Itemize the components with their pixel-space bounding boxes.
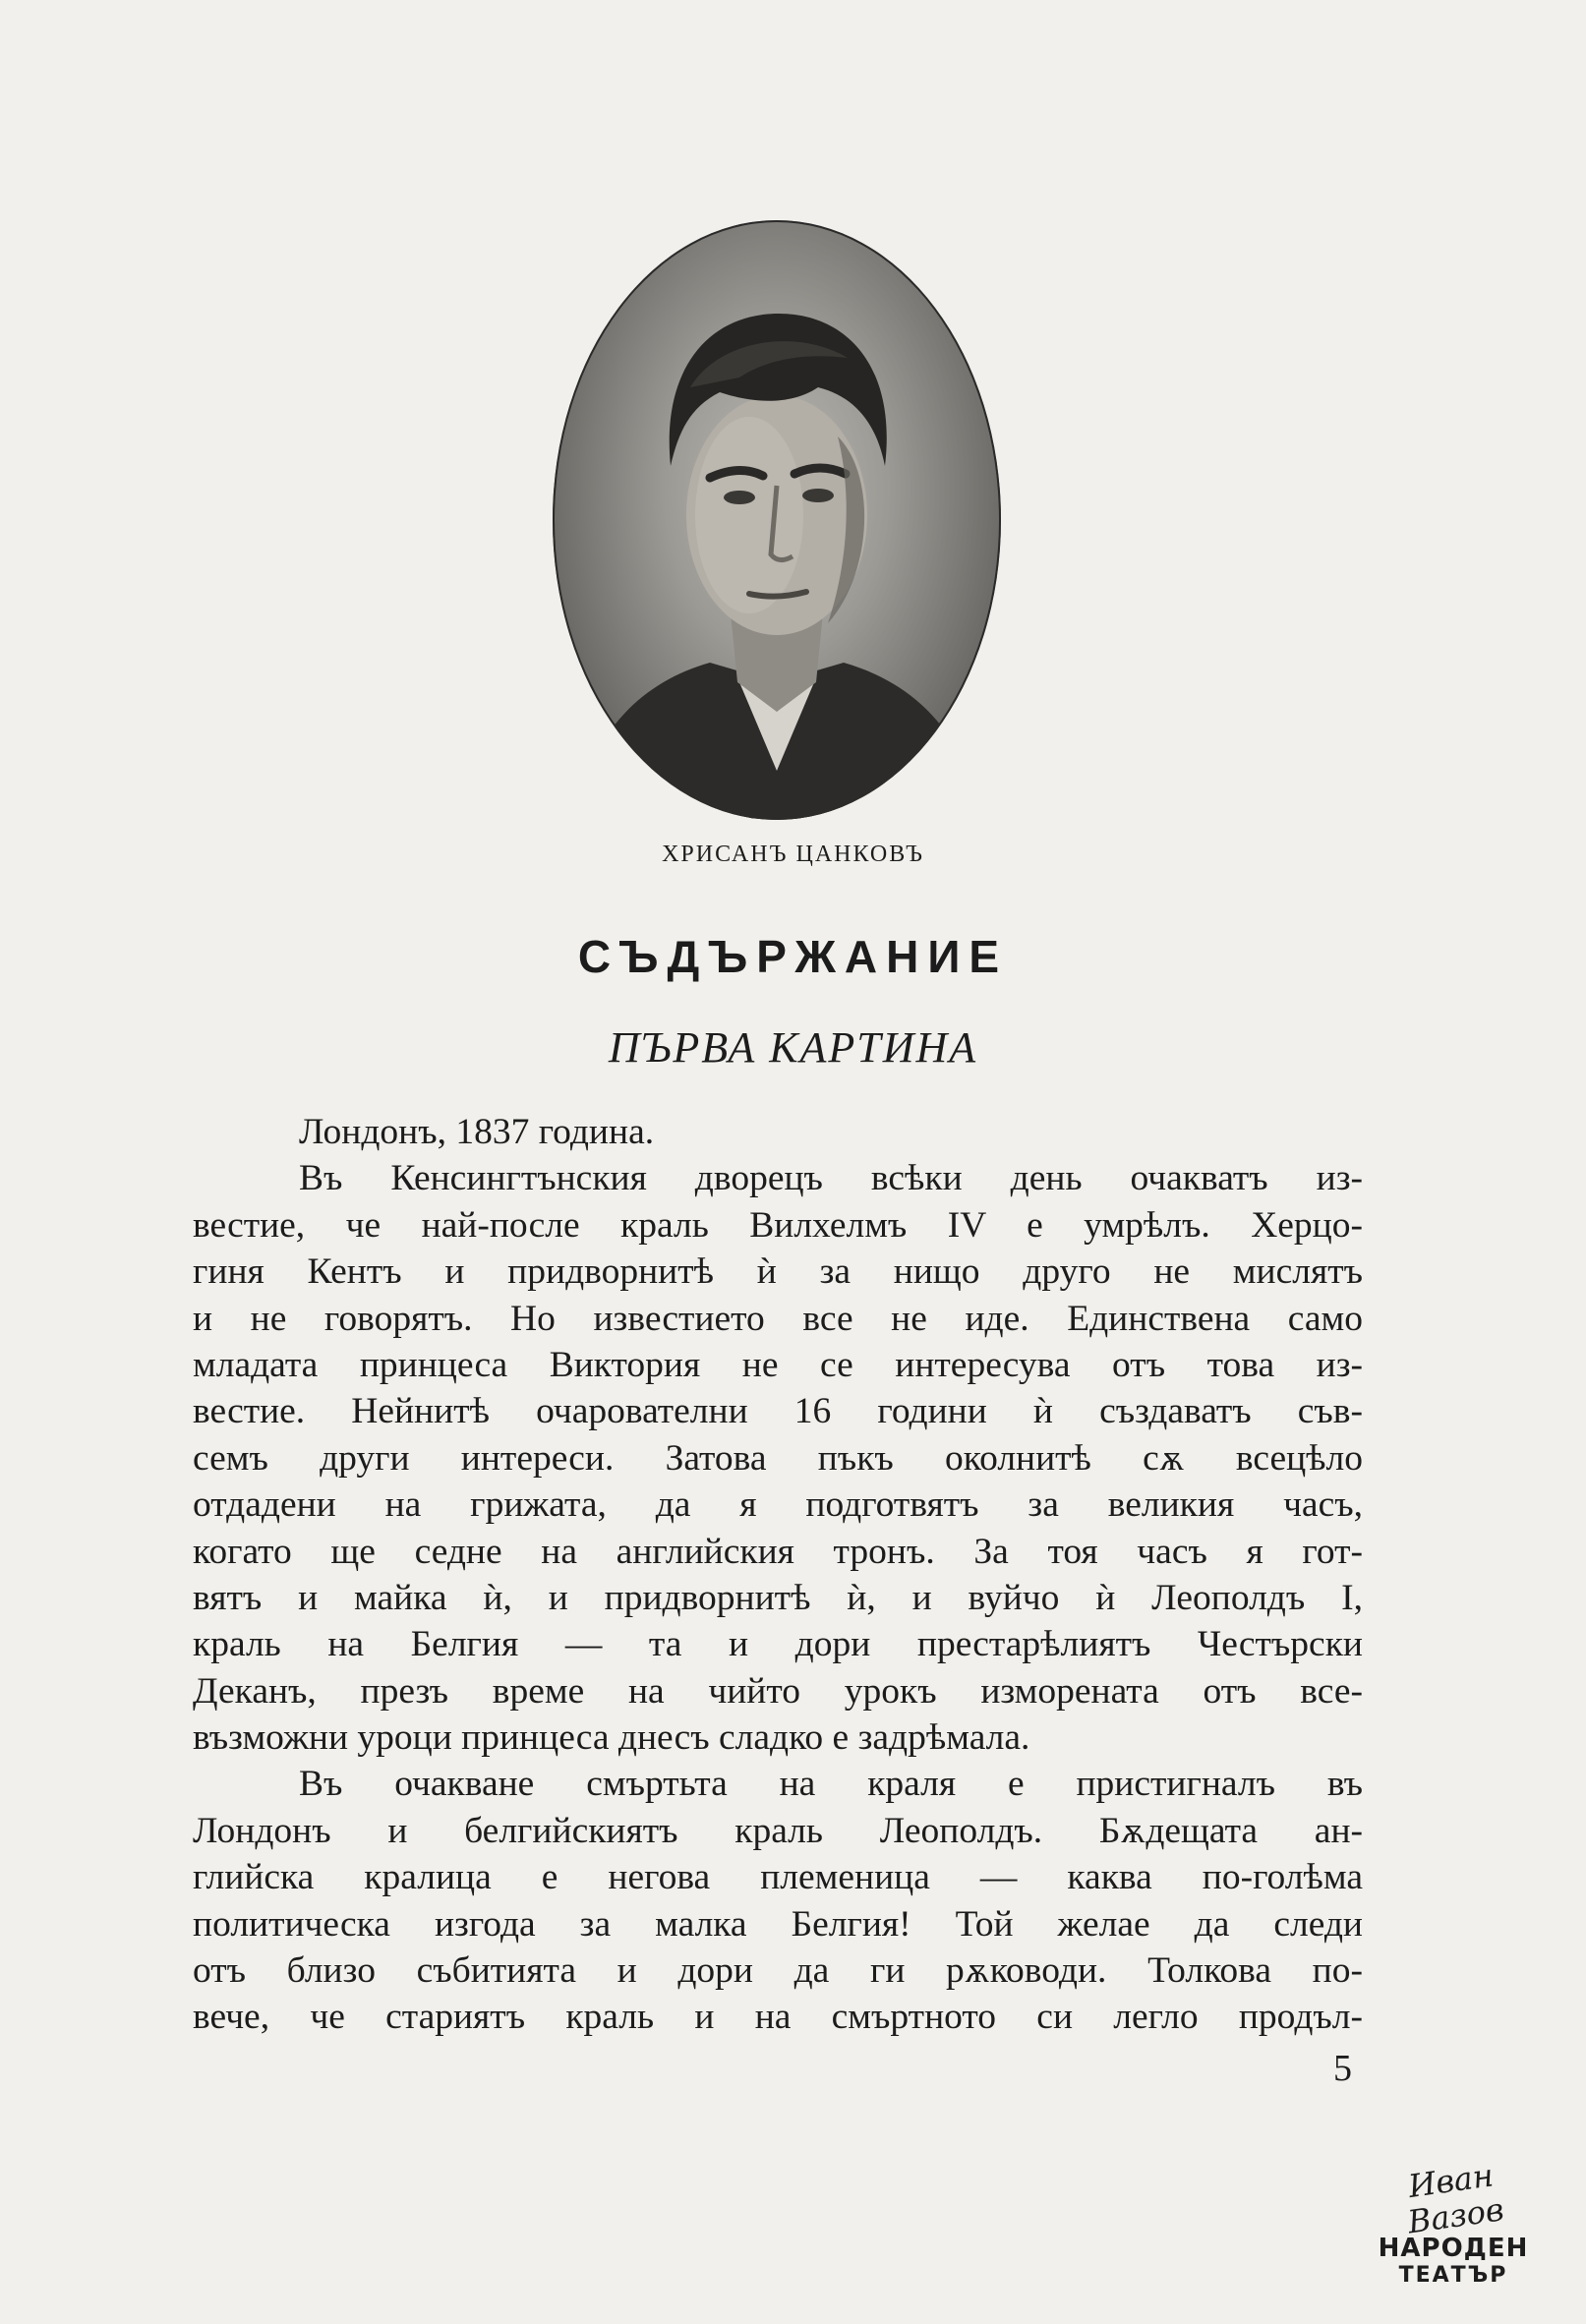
theatre-stamp-logo [1369, 2156, 1538, 2288]
text-line: младата принцеса Виктория не се интересува отъ това из- [193, 1344, 1363, 1385]
text-line: отдадени на грижата, да я подготвятъ за великия часъ, [193, 1484, 1363, 1526]
text-line: Деканъ, презъ време на чийто урокъ изморената отъ все- [193, 1670, 1363, 1712]
text-line: отъ близо събитията и дори да ги рѫководи. Толкова по- [193, 1950, 1363, 1992]
text-line: Въ очакване смъртьта на краля е пристигналъ въ [299, 1764, 1363, 1805]
stamp-line-2: ТЕАТЪР [1398, 2263, 1508, 2288]
text-line: гиня Кентъ и придворнитѣ ѝ за нищо друго не мислятъ [193, 1251, 1363, 1293]
text-line: политическа изгода за малка Белгия! Той желае да следи [193, 1903, 1363, 1945]
text-line: глийска кралица е негова племеница — каква по-голѣма [193, 1857, 1363, 1898]
text-line: Лондонъ и белгийскиятъ краль Леополдъ. Бѫдещата ан- [193, 1810, 1363, 1851]
portrait-photo [553, 220, 1001, 820]
portrait-illustration [553, 220, 1001, 820]
stamp-signature: Иван Вазов [1405, 2156, 1506, 2241]
stamp-line-1: НАРОДЕН [1378, 2234, 1529, 2263]
text-line: Въ Кенсингтънския дворецъ всѣки день очакватъ из- [299, 1158, 1363, 1199]
page-number: 5 [1333, 2048, 1352, 2089]
text-line: Лондонъ, 1837 година. [299, 1112, 655, 1152]
text-line: вестие. Нейнитѣ очарователни 16 години ѝ създаватъ съв- [193, 1391, 1363, 1432]
text-line: краль на Белгия — та и дори престарѣлиятъ Честърски [193, 1624, 1363, 1665]
text-line: и не говорятъ. Но известието все не иде. Единствена само [193, 1298, 1363, 1339]
text-line: вятъ и майка ѝ, и придворнитѣ ѝ, и вуйчо ѝ Леополдъ I, [193, 1577, 1363, 1618]
text-line: възможни уроци принцеса днесъ сладко е задрѣмала. [193, 1717, 1030, 1759]
body-text [193, 1109, 1363, 2041]
section-subtitle: ПЪРВА КАРТИНА [608, 1023, 978, 1072]
page-title: СЪДЪРЖАНИЕ [577, 931, 1009, 982]
text-line: вече, че стариятъ краль и на смъртното си легло продъл- [193, 1997, 1363, 2038]
text-line: вестие, че най-после краль Вилхелмъ IV е умрѣлъ. Херцо- [193, 1204, 1363, 1246]
text-line: семъ други интереси. Затова пъкъ околнитѣ сѫ всецѣло [193, 1437, 1363, 1479]
portrait-caption: ХРИСАНЪ ЦАНКОВЪ [662, 842, 924, 867]
text-line: когато ще седне на английския тронъ. За тоя часъ я гот- [193, 1531, 1363, 1572]
